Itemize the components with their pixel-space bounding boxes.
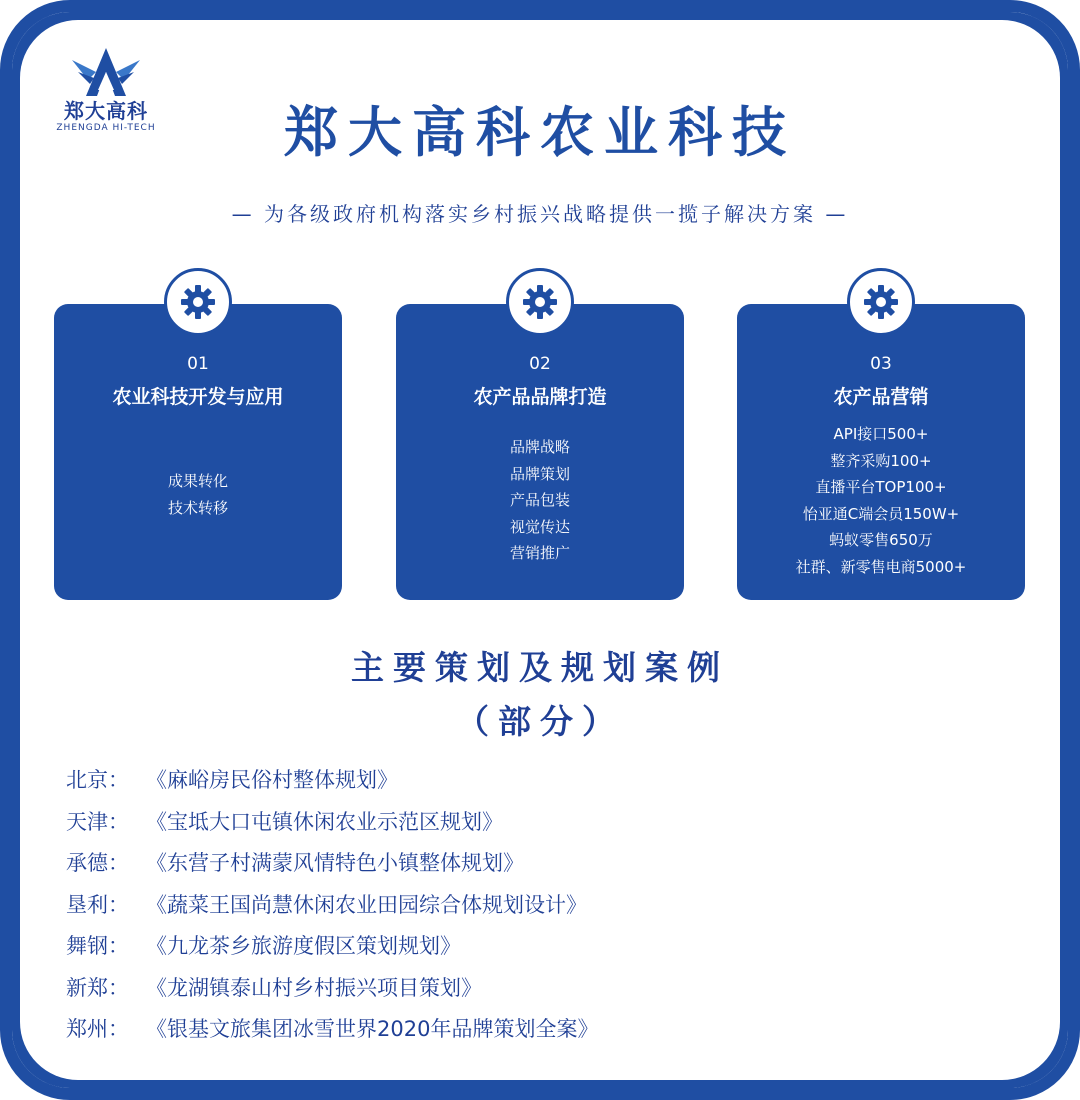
case-city: 舞钢： (66, 934, 129, 958)
case-item (66, 1009, 598, 1051)
case-item (66, 968, 598, 1010)
case-project: 《蔬菜王国尚慧休闲农业田园综合体规划设计》 (146, 892, 587, 917)
card-item: 品牌策划 (509, 464, 570, 483)
service-card-1 (54, 304, 342, 600)
card-item: 营销推广 (509, 544, 570, 562)
card-title: 农业科技开发与应用 (112, 386, 284, 408)
case-item (66, 926, 598, 968)
case-item (66, 885, 598, 927)
card-number: 02 (529, 354, 551, 374)
service-card-2 (396, 304, 684, 600)
gear-icon (506, 268, 574, 336)
cases-section-subtitle: （部分） (456, 702, 624, 741)
case-project: 《宝坻大口屯镇休闲农业示范区规划》 (146, 809, 503, 834)
card-item-list (396, 434, 684, 567)
card-item: API接口500+ (833, 425, 929, 443)
case-city: 垦利： (66, 892, 129, 917)
case-project: 《银基文旅集团冰雪世界2020年品牌策划全案》 (146, 1017, 599, 1041)
card-item: 品牌战略 (509, 438, 570, 456)
card-item: 直播平台TOP100+ (815, 478, 947, 496)
card-item-list (737, 421, 1025, 580)
case-list (66, 760, 598, 1051)
case-project: 《龙湖镇泰山村乡村振兴项目策划》 (146, 975, 482, 1000)
gear-icon (164, 268, 232, 336)
gear-icon (847, 268, 915, 336)
logo-name-cn: 郑大高科 (64, 99, 148, 123)
case-item (66, 760, 598, 802)
case-project: 《麻峪房民俗村整体规划》 (146, 768, 398, 792)
card-item: 整齐采购100+ (830, 451, 932, 470)
card-item: 技术转移 (167, 498, 228, 517)
card-item: 产品包装 (509, 491, 570, 509)
case-city: 天津： (66, 809, 129, 834)
card-number: 01 (187, 354, 209, 374)
case-project: 《东营子村满蒙风情特色小镇整体规划》 (146, 851, 524, 875)
case-item (66, 802, 598, 844)
card-item-list (54, 468, 342, 521)
card-item: 成果转化 (167, 472, 228, 490)
case-city: 新郑： (66, 975, 129, 1000)
case-city: 承德： (66, 851, 129, 875)
card-title: 农产品营销 (833, 386, 929, 408)
card-title: 农产品品牌打造 (473, 386, 607, 408)
case-city: 北京： (66, 768, 129, 792)
cases-section-title: 主要策划及规划案例 (351, 648, 729, 687)
card-number: 03 (870, 354, 892, 374)
page-subtitle: — 为各级政府机构落实乡村振兴战略提供一揽子解决方案 — (231, 202, 849, 226)
logo-name-en: ZHENGDA HI-TECH (56, 123, 156, 133)
page-title: 郑大高科农业科技 (284, 101, 796, 164)
case-project: 《九龙茶乡旅游度假区策划规划》 (146, 934, 461, 958)
case-item (66, 843, 598, 885)
case-city: 郑州： (66, 1017, 129, 1041)
service-card-3 (737, 304, 1025, 600)
card-item: 社群、新零售电商5000+ (795, 557, 967, 576)
card-item: 视觉传达 (509, 517, 570, 536)
card-item: 蚂蚁零售650万 (829, 531, 933, 549)
card-item: 怡亚通C端会员150W+ (802, 504, 960, 523)
